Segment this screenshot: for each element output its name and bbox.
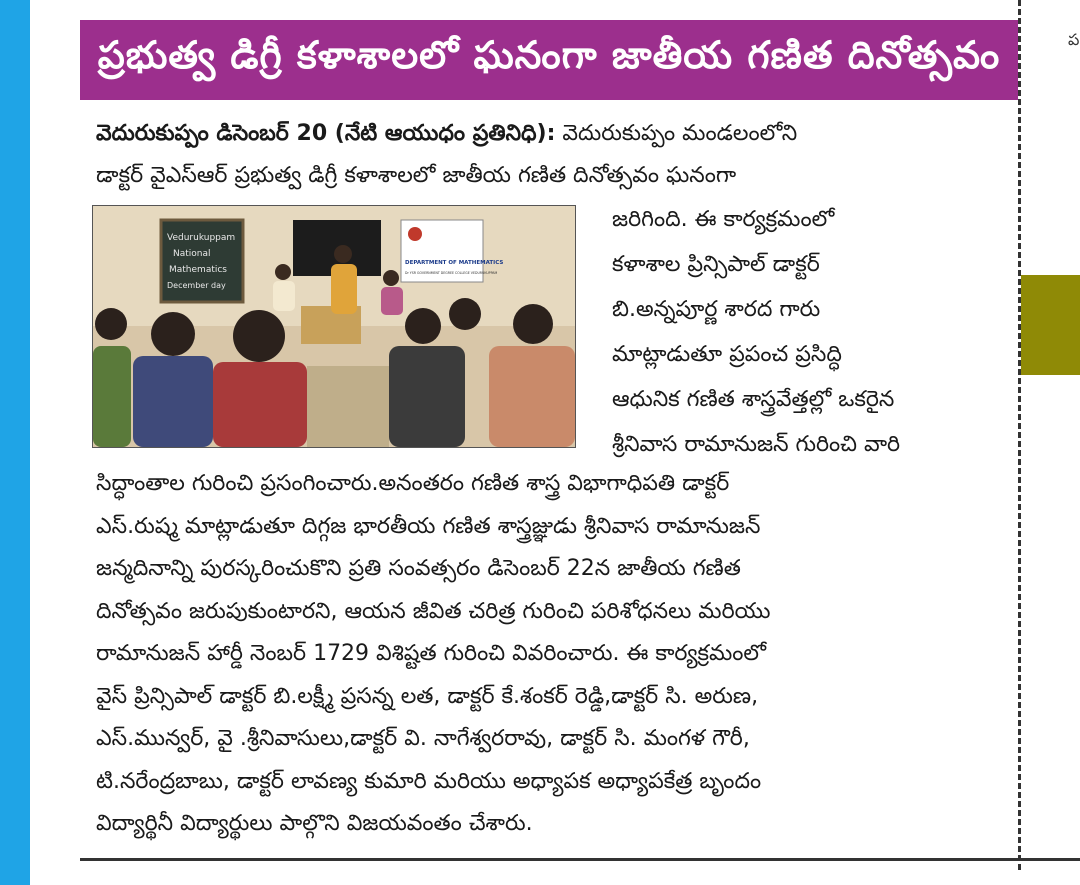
article-wrap-line: ఆధునిక గణిత శాస్త్రవేత్తల్లో ఒకరైన <box>612 387 895 412</box>
blackboard-text-4: December day <box>167 281 226 290</box>
banner-title: DEPARTMENT OF MATHEMATICS <box>405 260 504 266</box>
article-lower-line: వైస్ ప్రిన్సిపాల్ డాక్టర్ బి.లక్ష్మీ ప్రసన్న లత, డాక్టర్ కే.శంకర్ రెడ్డి,డాక్టర్ సి. అరుణ, <box>96 683 759 709</box>
column-divider <box>1018 0 1021 870</box>
article-lower-line: విద్యార్థినీ విద్యార్థులు పాల్గొని విజయవంతం చేశారు. <box>96 811 533 836</box>
article-wrap-line: కళాశాల ప్రిన్సిపాల్ డాక్టర్ <box>612 252 820 277</box>
left-margin <box>30 0 80 885</box>
article-lower-line: రామానుజన్ హార్డీ నెంబర్ 1729 విశిష్టత గురించి వివరించారు. ఈ కార్యక్రమంలో <box>96 641 767 666</box>
event-photo <box>92 205 576 448</box>
article-lower-line: ఎస్.రుష్మ మాట్లాడుతూ దిగ్గజ భారతీయ గణిత శాస్త్రజ్ఞుడు శ్రీనివాస రామానుజన్ <box>96 513 761 539</box>
banner-subtitle: Dr YSR GOVERNMENT DEGREE COLLEGE VEDURUKUPPAM <box>405 271 498 275</box>
article-lower-body <box>96 463 976 846</box>
blackboard-text-2: National <box>173 249 211 259</box>
article-line-2: డాక్టర్ వైఎస్ఆర్ ప్రభుత్వ డిగ్రీ కళాశాలలో జాతీయ గణిత దినోత్సవం ఘనంగా <box>96 163 737 188</box>
blackboard-text-1: Vedurukuppam <box>167 233 236 243</box>
article-line-1: వెదురుకుప్పం డిసెంబర్ 20 (నేటి ఆయుధం ప్రతినిధి): వెదురుకుప్పం మండలంలోని <box>96 121 798 146</box>
left-color-strip <box>0 0 30 885</box>
dateline: వెదురుకుప్పం డిసెంబర్ 20 (నేటి ఆయుధం ప్రతినిధి): <box>96 121 556 146</box>
article-wrap-line: శ్రీనివాస రామానుజన్ గురించి వారి <box>612 432 901 457</box>
article-lower-line: ఎస్.మున్వర్, వై .శ్రీనివాసులు,డాక్టర్ వి. నాగేశ్వరరావు, డాక్టర్ సి. మంగళ గౌరీ, <box>96 726 750 751</box>
article-lower-line: సిద్ధాంతాల గురించి ప్రసంగించారు.అనంతరం గణిత శాస్త్ర విభాగాధిపతి డాక్టర్ <box>96 471 730 496</box>
article-lower-line: టి.నరేంద్రబాబు, డాక్టర్ లావణ్య కుమారి మరియు అధ్యాపక అధ్యాపకేత్ర బృందం <box>96 768 762 794</box>
article-body <box>96 113 976 197</box>
adjacent-column-color-block <box>1021 275 1080 375</box>
article-wrap-column <box>612 197 974 467</box>
bottom-rule <box>80 858 1080 861</box>
article-lower-line: జన్మదినాన్ని పురస్కరించుకొని ప్రతి సంవత్సరం డిసెంబర్ 22న జాతీయ గణిత <box>96 556 741 581</box>
adjacent-column-fragment: ప <box>1068 30 1080 49</box>
article-wrap-line: బి.అన్నపూర్ణ శారద గారు <box>612 297 821 322</box>
headline-banner <box>80 20 1018 100</box>
blackboard <box>161 220 243 302</box>
headline: ప్రభుత్వ డిగ్రీ కళాశాలలో ఘనంగా జాతీయ గణిత దినోత్సవం <box>97 33 1001 77</box>
blackboard-text-3: Mathematics <box>169 265 227 275</box>
article-wrap-line: జరిగింది. ఈ కార్యక్రమంలో <box>612 207 835 232</box>
article-wrap-line: మాట్లాడుతూ ప్రపంచ ప్రసిద్ధి <box>612 342 842 367</box>
article-lower-line: దినోత్సవం జరుపుకుంటారని, ఆయన జీవిత చరిత్ర గురించి పరిశోధనలు మరియు <box>96 598 771 624</box>
